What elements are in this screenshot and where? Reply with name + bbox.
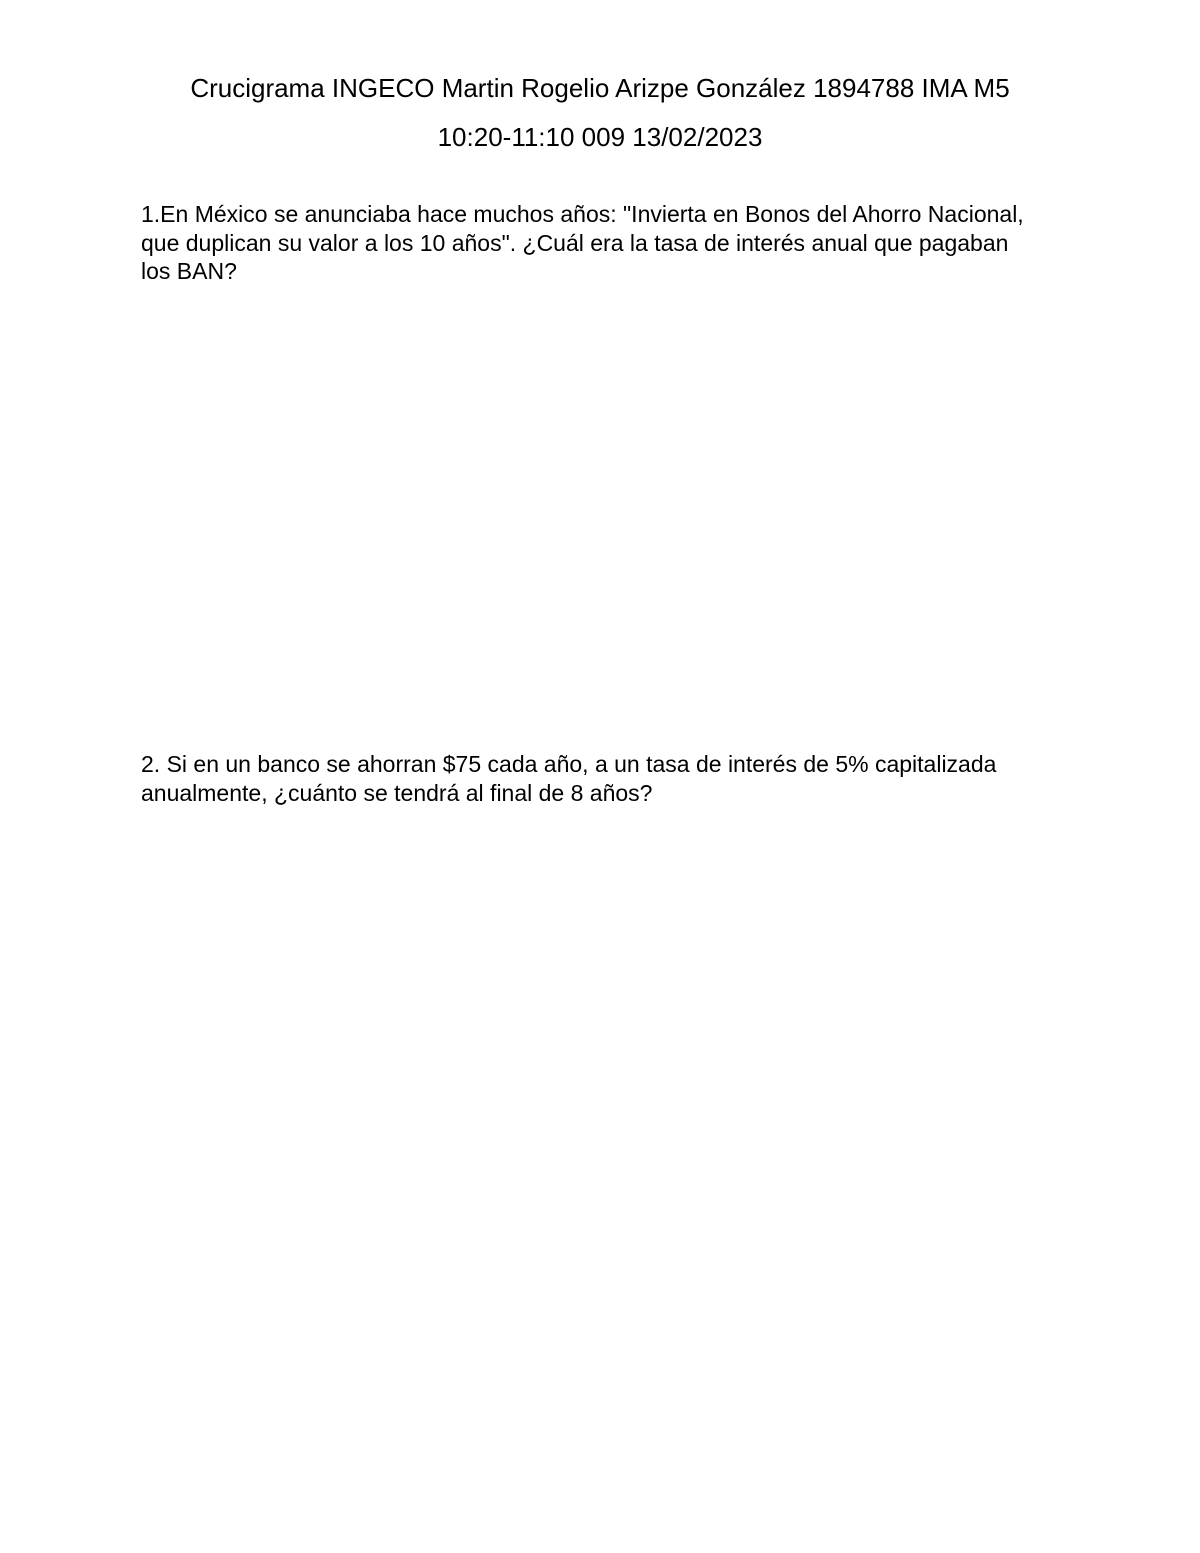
question-1-line-1: 1.En México se anunciaba hace muchos años: "Invierta en Bonos del Ahorro Nacional, [141, 201, 1024, 227]
question-1-line-3: los BAN? [141, 258, 237, 284]
question-1 [141, 200, 1041, 286]
question-1-line-2: que duplican su valor a los 10 años". ¿Cuál era la tasa de interés anual que pagaban [141, 229, 1009, 256]
question-2-line-2: anualmente, ¿cuánto se tendrá al final de 8 años? [141, 779, 653, 806]
question-2-line-1: 2. Si en un banco se ahorran $75 cada año, a un tasa de interés de 5% capitalizada [141, 751, 997, 777]
document-title-line-2: 10:20-11:10 009 13/02/2023 [437, 122, 763, 152]
question-2 [141, 750, 1041, 807]
document-title-line-1: Crucigrama INGECO Martin Rogelio Arizpe González 1894788 IMA M5 [190, 73, 1010, 103]
